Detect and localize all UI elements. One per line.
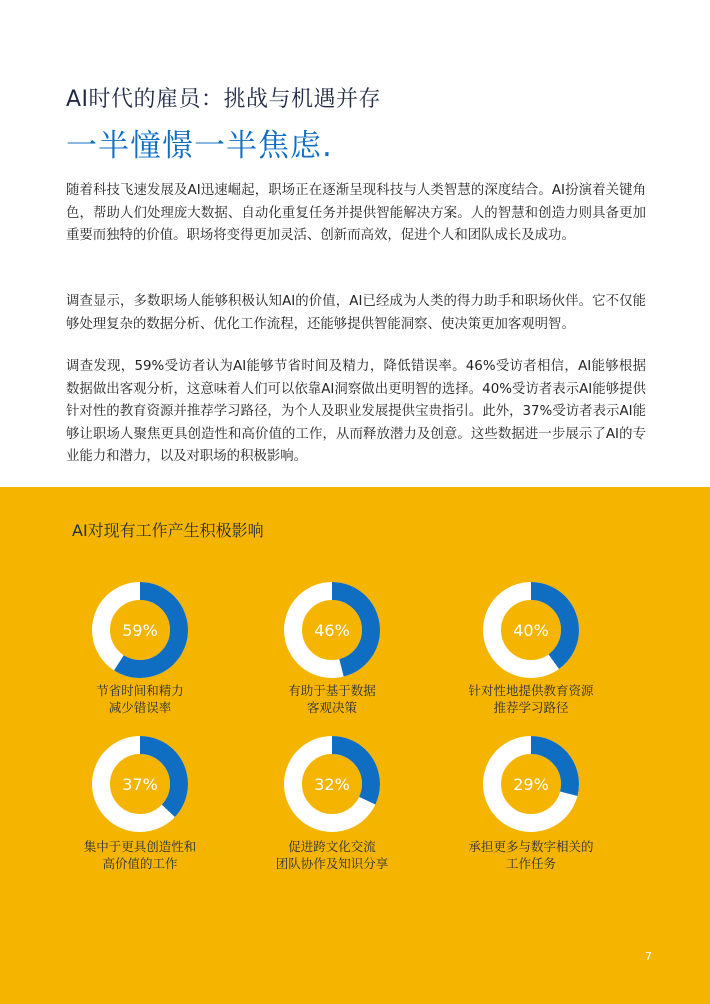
donut-caption-3 [446, 682, 616, 716]
paragraph-2: 调查显示，多数职场人能够积极认知AI的价值，AI已经成为人类的得力助手和职场伙伴。它不仅能够处理复杂的数据分析、优化工作流程，还能够提供智能洞察、使决策更加客观明智。 [66, 294, 646, 332]
donut-caption-6 [446, 838, 616, 872]
donut-caption-6-line-1: 承担更多与数字相关的 [468, 839, 594, 854]
donut-value-1: 59% [122, 620, 158, 640]
donut-caption-2-line-2: 客观决策 [306, 700, 357, 715]
donut-value-6: 29% [513, 774, 549, 794]
donut-caption-2-line-1: 有助于基于数据 [288, 683, 376, 698]
section-kicker: AI时代的雇员：挑战与机遇并存 [66, 87, 382, 112]
donut-chart-4 [92, 736, 188, 832]
donut-caption-5-line-2: 团队协作及知识分享 [275, 856, 389, 871]
page-number: 7 [645, 950, 652, 963]
donut-caption-3-line-2: 推荐学习路径 [493, 700, 569, 715]
donut-caption-1 [55, 682, 225, 716]
donut-chart-5 [284, 736, 380, 832]
donut-caption-5-line-1: 促进跨文化交流 [288, 839, 376, 854]
donut-caption-1-line-1: 节省时间和精力 [96, 683, 184, 698]
stats-title: AI对现有工作产生积极影响 [72, 521, 264, 540]
donut-caption-6-line-2: 工作任务 [505, 856, 556, 871]
donut-chart-2 [284, 582, 380, 678]
donut-caption-5 [247, 838, 417, 872]
page-headline: 一半憧憬一半焦虑. [66, 128, 333, 164]
donut-value-2: 46% [314, 620, 350, 640]
donut-value-3: 40% [513, 620, 549, 640]
donut-caption-2 [247, 682, 417, 716]
donut-chart-6 [483, 736, 579, 832]
donut-caption-4-line-1: 集中于更具创造性和 [83, 839, 197, 854]
paragraph-1: 随着科技飞速发展及AI迅速崛起，职场正在逐渐呈现科技与人类智慧的深度结合。AI扮演着关键角色，帮助人们处理庞大数据、自动化重复任务并提供智能解决方案。人的智慧和创造力则具备更加重要而独特的价值。职场将变得更加灵活、创新而高效，促进个人和团队成长及成功。 [66, 183, 646, 243]
paragraph-3: 调查发现，59%受访者认为AI能够节省时间及精力，降低错误率。46%受访者相信，AI能够根据数据做出客观分析，这意味着人们可以依靠AI洞察做出更明智的选择。40%受访者表示AI能够提供针对性的教育资源并推荐学习路径，为个人及职业发展提供宝贵指引。此外，37%受访者表示AI能够让职场人聚焦更具创造性和高价值的工作，从而释放潜力及创意。这些数据进一步展示了AI的专业能力和潜力，以及对职场的积极影响。 [66, 359, 646, 464]
donut-caption-4-line-2: 高价值的工作 [102, 856, 178, 871]
donut-value-4: 37% [122, 774, 158, 794]
donut-chart-3 [483, 582, 579, 678]
donut-value-5: 32% [314, 774, 350, 794]
donut-chart-1 [92, 582, 188, 678]
donut-caption-4 [55, 838, 225, 872]
donut-caption-1-line-2: 减少错误率 [108, 700, 172, 715]
text-section [0, 0, 710, 487]
donut-caption-3-line-1: 针对性地提供教育资源 [468, 683, 594, 698]
